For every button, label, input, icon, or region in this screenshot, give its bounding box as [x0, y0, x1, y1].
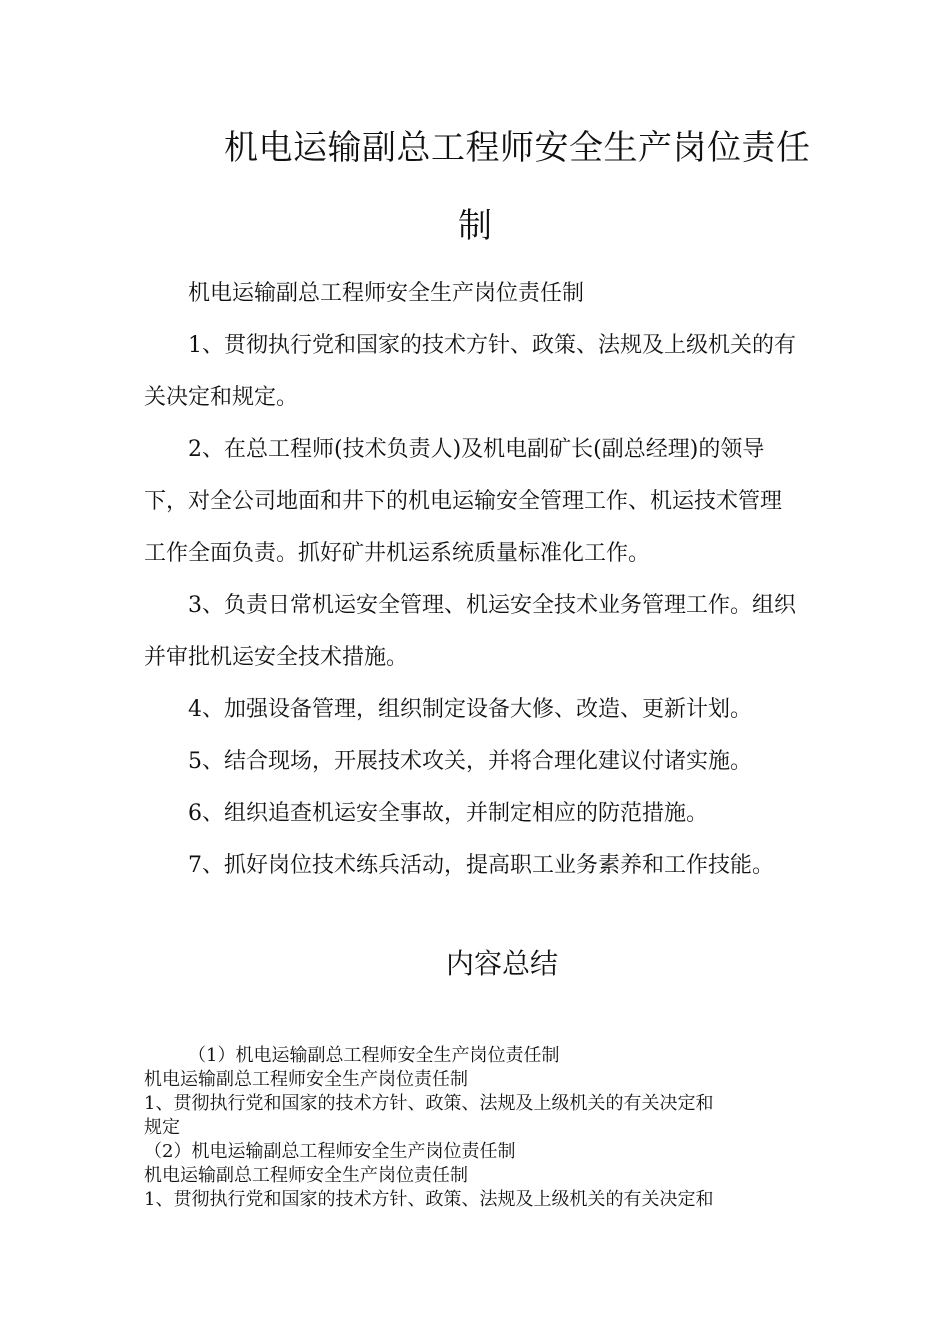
- summary-line: 机电运输副总工程师安全生产岗位责任制: [144, 1069, 468, 1090]
- document-title-line-1: 机电运输副总工程师安全生产岗位责任: [224, 128, 811, 168]
- body-item-6: 6、组织追查机运安全事故，并制定相应的防范措施。: [188, 801, 708, 826]
- body-item-3-line-1: 3、负责日常机运安全管理、机运安全技术业务管理工作。组织: [188, 593, 796, 618]
- summary-block: [144, 1044, 824, 1212]
- body-item-3-line-2: 并审批机运安全技术措施。: [144, 645, 409, 670]
- document-title-line-2: 制: [458, 206, 492, 246]
- body-intro: 机电运输副总工程师安全生产岗位责任制: [188, 281, 585, 306]
- body-item-1-line-1: 1、贯彻执行党和国家的技术方针、政策、法规及上级机关的有: [188, 333, 796, 358]
- summary-title: 内容总结: [446, 947, 559, 980]
- summary-line: 1、贯彻执行党和国家的技术方针、政策、法规及上级机关的有关决定和: [144, 1189, 714, 1210]
- body-item-4: 4、加强设备管理，组织制定设备大修、改造、更新计划。: [188, 697, 752, 722]
- body-item-7: 7、抓好岗位技术练兵活动，提高职工业务素养和工作技能。: [188, 853, 774, 878]
- summary-line: （1）机电运输副总工程师安全生产岗位责任制: [188, 1045, 560, 1066]
- summary-line: （2）机电运输副总工程师安全生产岗位责任制: [144, 1141, 516, 1162]
- summary-line: 1、贯彻执行党和国家的技术方针、政策、法规及上级机关的有关决定和: [144, 1093, 714, 1114]
- body-item-2-line-2: 下，对全公司地面和井下的机电运输安全管理工作、机运技术管理: [144, 489, 783, 514]
- summary-line: 规定: [144, 1117, 180, 1138]
- body-item-1-line-2: 关决定和规定。: [144, 385, 299, 410]
- summary-line: 机电运输副总工程师安全生产岗位责任制: [144, 1165, 468, 1186]
- body-item-5: 5、结合现场，开展技术攻关，并将合理化建议付诸实施。: [188, 749, 752, 774]
- document-body: [144, 268, 812, 892]
- body-item-2-line-1: 2、在总工程师(技术负责人)及机电副矿长(副总经理)的领导: [188, 437, 765, 462]
- body-item-2-line-3: 工作全面负责。抓好矿井机运系统质量标准化工作。: [144, 541, 651, 566]
